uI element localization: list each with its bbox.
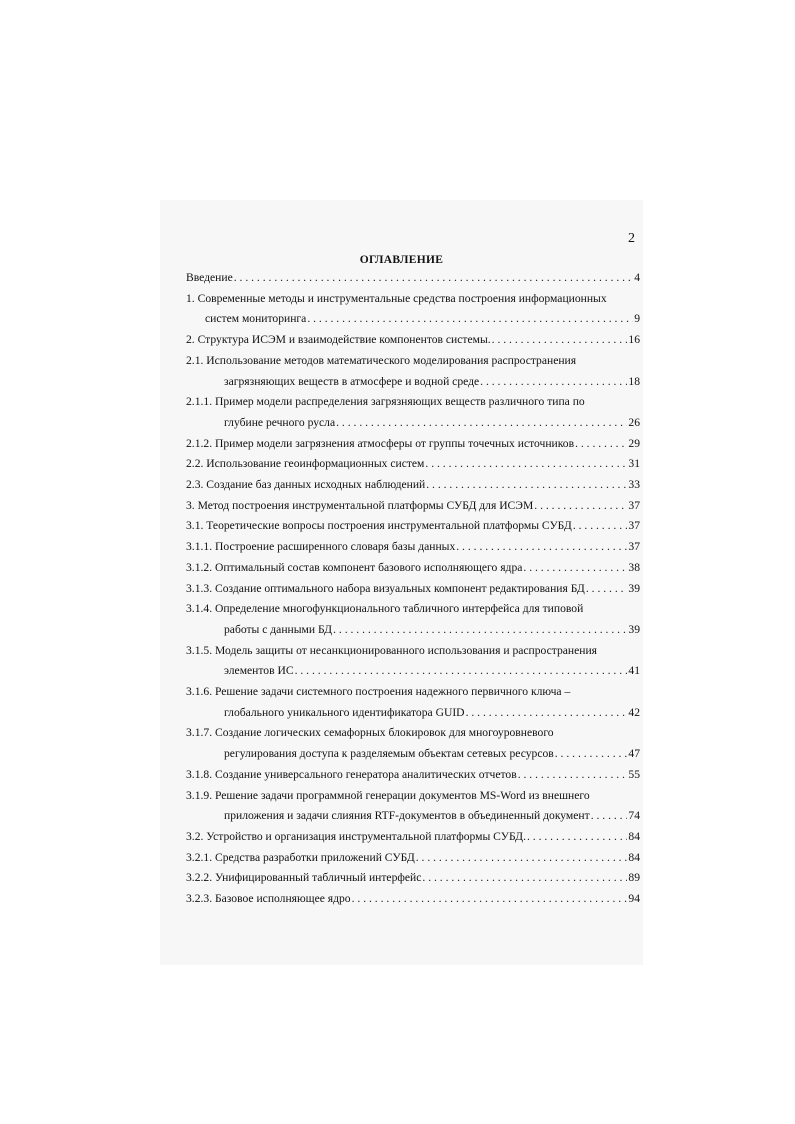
toc-entry-title-continued: загрязняющих веществ в атмосфере и водной среде bbox=[224, 374, 480, 388]
toc-entry-title: 3.1.2. Оптимальный состав компонент базового исполняющего ядра bbox=[186, 560, 523, 574]
page-number: 2 bbox=[628, 231, 635, 246]
toc-entry[interactable] bbox=[186, 641, 640, 682]
toc-entry-page: 47 bbox=[628, 747, 640, 761]
toc-entry-title: 3.1.7. Создание логических семафорных блокировок для многоуровневого bbox=[186, 726, 554, 740]
toc-entry[interactable] bbox=[186, 496, 640, 517]
toc-entry[interactable] bbox=[186, 434, 640, 455]
toc-entry-title-continued: глобального уникального идентификатора GUID bbox=[224, 705, 465, 719]
toc-entry-title-continued: работы с данными БД bbox=[224, 622, 333, 636]
toc-entry-title: 3.1.4. Определение многофункционального табличного интерфейса для типовой bbox=[186, 602, 584, 616]
toc-entry-page: 16 bbox=[628, 333, 640, 347]
toc-entry-title: 3.1.1. Построение расширенного словаря базы данных bbox=[186, 540, 456, 554]
toc-entry-title-continued: глубине речного русла bbox=[224, 415, 336, 429]
toc-entry-page: 4 bbox=[634, 271, 640, 284]
toc-entry-title: 2. Структура ИСЭМ и взаимодействие компонентов системы. bbox=[186, 333, 491, 347]
toc-entry-page: 89 bbox=[628, 871, 640, 885]
toc-entry[interactable] bbox=[186, 351, 640, 392]
toc-entry[interactable] bbox=[186, 868, 640, 889]
toc-entry-title-continued: систем мониторинга bbox=[205, 312, 307, 326]
toc-entry-page: 31 bbox=[628, 457, 640, 471]
toc-entry[interactable] bbox=[186, 558, 640, 579]
toc-entry-page: 37 bbox=[628, 498, 640, 512]
toc-entry[interactable] bbox=[186, 330, 640, 351]
toc-entry[interactable] bbox=[186, 599, 640, 640]
toc-entry[interactable] bbox=[186, 723, 640, 764]
toc-entry-title: 3.1.8. Создание универсального генератора аналитических отчетов bbox=[186, 767, 517, 781]
toc-entry-title: 3.2.2. Унифицированный табличный интерфейс bbox=[186, 871, 422, 885]
toc-entry-title: 3.1.9. Решение задачи программной генерации документов MS-Word из внешнего bbox=[186, 788, 590, 802]
toc-entry-title: 1. Современные методы и инструментальные средства построения информационных bbox=[186, 291, 607, 305]
toc-entry-page: 39 bbox=[628, 581, 640, 595]
toc-entry-title: 3.1. Теоретические вопросы построения инструментальной платформы СУБД bbox=[186, 519, 572, 533]
toc-entry[interactable] bbox=[186, 827, 640, 848]
toc-entry-page: 29 bbox=[628, 436, 640, 450]
toc-entry-page: 38 bbox=[628, 560, 640, 574]
toc-entry-page: 18 bbox=[628, 374, 640, 388]
toc-entry-page: 37 bbox=[628, 540, 640, 554]
toc-entry-page: 84 bbox=[628, 829, 640, 843]
toc-entry-title: 2.1.1. Пример модели распределения загрязняющих веществ различного типа по bbox=[186, 395, 585, 409]
toc-entry-title: 2.1. Использование методов математического моделирования распространения bbox=[186, 353, 577, 367]
toc-entry-page: 41 bbox=[628, 664, 640, 678]
toc-entry[interactable] bbox=[186, 889, 640, 910]
toc-entry-title-continued: регулирования доступа к разделяемым объектам сетевых ресурсов bbox=[224, 747, 554, 761]
toc-entry-title-continued: элементов ИС bbox=[224, 664, 294, 678]
table-of-contents bbox=[186, 268, 640, 910]
toc-entry-title: 3.1.6. Решение задачи системного построения надежного первичного ключа – bbox=[186, 685, 571, 699]
toc-entry[interactable] bbox=[186, 475, 640, 496]
toc-entry[interactable] bbox=[186, 454, 640, 475]
toc-entry-title: 3.2.1. Средства разработки приложений СУБД bbox=[186, 850, 415, 864]
toc-entry-title: 2.2. Использование геоинформационных систем bbox=[186, 457, 425, 471]
toc-entry[interactable] bbox=[186, 537, 640, 558]
toc-entry-title: 3. Метод построения инструментальной платформы СУБД для ИСЭМ bbox=[186, 498, 534, 512]
toc-entry-title: 3.2. Устройство и организация инструментальной платформы СУБД. bbox=[186, 829, 526, 843]
toc-entry-page: 94 bbox=[628, 892, 640, 906]
toc-entry-title: 3.1.3. Создание оптимального набора визуальных компонент редактирования БД bbox=[186, 581, 585, 595]
toc-entry-page: 37 bbox=[628, 519, 640, 533]
toc-entry-page: 55 bbox=[628, 767, 640, 781]
toc-entry-title: 2.1.2. Пример модели загрязнения атмосферы от группы точечных источников bbox=[186, 436, 575, 450]
toc-title: ОГЛАВЛЕНИЕ bbox=[359, 254, 444, 266]
toc-entry[interactable] bbox=[186, 682, 640, 723]
toc-entry-title: 3.1.5. Модель защиты от несанкционированного использования и распространения bbox=[186, 643, 598, 657]
toc-entry[interactable] bbox=[186, 786, 640, 827]
toc-entry-page: 9 bbox=[634, 312, 640, 326]
toc-entry-title: Введение bbox=[186, 271, 233, 284]
toc-entry[interactable] bbox=[186, 579, 640, 600]
toc-entry-title: 2.3. Создание баз данных исходных наблюдений bbox=[186, 478, 426, 492]
toc-entry[interactable] bbox=[186, 392, 640, 433]
toc-entry[interactable] bbox=[186, 848, 640, 869]
toc-entry[interactable] bbox=[186, 765, 640, 786]
toc-entry[interactable] bbox=[186, 268, 640, 289]
toc-entry[interactable] bbox=[186, 516, 640, 537]
toc-entry-title: 3.2.3. Базовое исполняющее ядро bbox=[186, 892, 351, 906]
toc-entry-page: 42 bbox=[628, 705, 640, 719]
toc-entry-page: 74 bbox=[628, 809, 640, 823]
toc-entry-title-continued: приложения и задачи слияния RTF-документов в объединенный документ bbox=[224, 809, 590, 823]
toc-entry-page: 39 bbox=[628, 622, 640, 636]
toc-entry-page: 84 bbox=[628, 850, 640, 864]
toc-entry-page: 33 bbox=[628, 478, 640, 492]
toc-entry-page: 26 bbox=[628, 415, 640, 429]
toc-entry[interactable] bbox=[186, 289, 640, 330]
